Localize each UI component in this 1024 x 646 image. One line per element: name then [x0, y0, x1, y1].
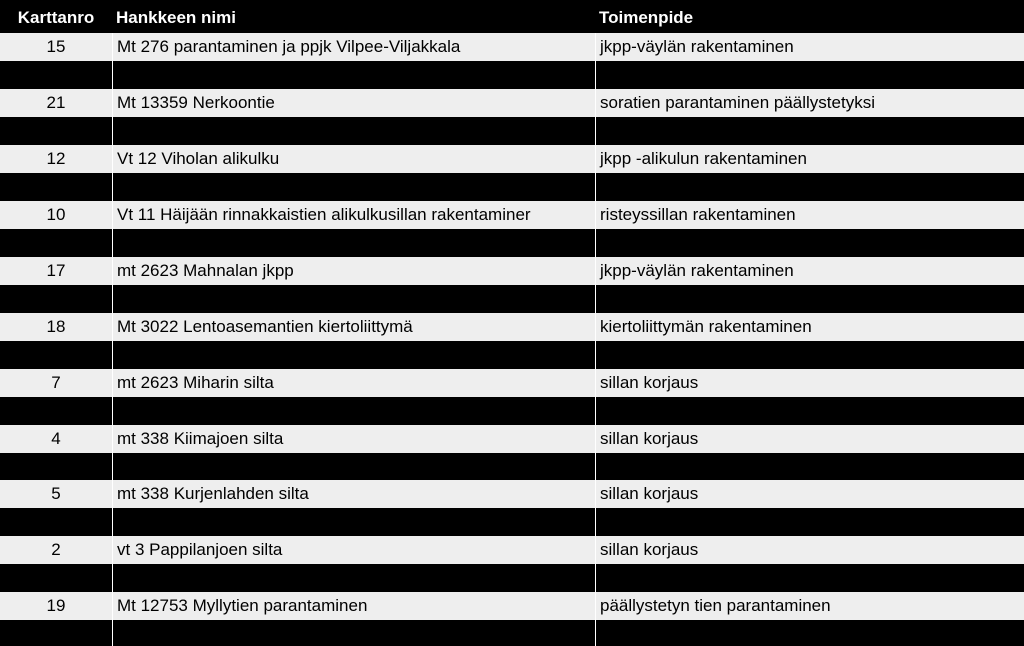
cell-toimenpide: jkpp -alikulun rakentaminen [595, 145, 1024, 173]
cell-karttanro: 7 [51, 373, 61, 392]
cell-karttanro: 21 [46, 93, 66, 112]
table-spacer-row [0, 173, 1024, 201]
cell-hankkeen-nimi: mt 338 Kurjenlahden silta [112, 480, 594, 508]
spacer-divider [112, 61, 594, 89]
cell-karttanro: 17 [46, 261, 66, 280]
cell-karttanro: 19 [46, 596, 66, 615]
table-row [0, 425, 1024, 453]
spacer-divider [595, 508, 1024, 536]
table-row [0, 369, 1024, 397]
table-row [0, 480, 1024, 508]
spacer-divider [112, 453, 594, 481]
spacer-divider [595, 173, 1024, 201]
cell-karttanro: 10 [46, 205, 66, 224]
spacer-divider [595, 453, 1024, 481]
spacer-divider [112, 564, 594, 592]
table-header [0, 4, 1024, 32]
cell-toimenpide: jkpp-väylän rakentaminen [595, 33, 1024, 61]
table-row [0, 145, 1024, 173]
cell-hankkeen-nimi: Vt 11 Häijään rinnakkaistien alikulkusillan rakentaminer [112, 201, 594, 229]
header-karttanro: Karttanro [17, 8, 95, 27]
cell-toimenpide: päällystetyn tien parantaminen [595, 592, 1024, 620]
cell-hankkeen-nimi: Mt 276 parantaminen ja ppjk Vilpee-Viljakkala [112, 33, 594, 61]
cell-toimenpide: sillan korjaus [595, 480, 1024, 508]
cell-toimenpide: kiertoliittymän rakentaminen [595, 313, 1024, 341]
cell-toimenpide: sillan korjaus [595, 369, 1024, 397]
spacer-divider [112, 397, 594, 425]
cell-hankkeen-nimi: mt 338 Kiimajoen silta [112, 425, 594, 453]
cell-hankkeen-nimi: mt 2623 Mahnalan jkpp [112, 257, 594, 285]
table-spacer-row [0, 564, 1024, 592]
spacer-divider [112, 173, 594, 201]
cell-karttanro: 18 [46, 317, 66, 336]
table-spacer-row [0, 341, 1024, 369]
cell-toimenpide: jkpp-väylän rakentaminen [595, 257, 1024, 285]
table-row [0, 201, 1024, 229]
spacer-divider [595, 564, 1024, 592]
spacer-divider [595, 341, 1024, 369]
cell-toimenpide: soratien parantaminen päällystetyksi [595, 89, 1024, 117]
spacer-divider [595, 285, 1024, 313]
table-row [0, 89, 1024, 117]
cell-karttanro: 4 [51, 429, 61, 448]
spacer-divider [112, 341, 594, 369]
table-row [0, 33, 1024, 61]
table-row [0, 592, 1024, 620]
spacer-divider [112, 285, 594, 313]
cell-toimenpide: sillan korjaus [595, 536, 1024, 564]
table-row [0, 313, 1024, 341]
table-spacer-row [0, 618, 1024, 646]
spacer-divider [595, 117, 1024, 145]
cell-hankkeen-nimi: vt 3 Pappilanjoen silta [112, 536, 594, 564]
cell-hankkeen-nimi: mt 2623 Miharin silta [112, 369, 594, 397]
cell-karttanro: 2 [51, 540, 61, 559]
cell-hankkeen-nimi: Mt 13359 Nerkoontie [112, 89, 594, 117]
spacer-divider [595, 61, 1024, 89]
table-row [0, 536, 1024, 564]
table-spacer-row [0, 508, 1024, 536]
spacer-divider [112, 229, 594, 257]
spacer-divider [112, 508, 594, 536]
cell-karttanro: 5 [51, 484, 61, 503]
table-spacer-row [0, 285, 1024, 313]
table-spacer-row [0, 117, 1024, 145]
cell-toimenpide: risteyssillan rakentaminen [595, 201, 1024, 229]
spacer-divider [112, 117, 594, 145]
table-spacer-row [0, 397, 1024, 425]
spacer-divider [595, 397, 1024, 425]
table-spacer-row [0, 453, 1024, 481]
header-hankkeen-nimi: Hankkeen nimi [116, 8, 236, 27]
cell-hankkeen-nimi: Vt 12 Viholan alikulku [112, 145, 594, 173]
cell-hankkeen-nimi: Mt 12753 Myllytien parantaminen [112, 592, 594, 620]
cell-karttanro: 15 [46, 37, 66, 56]
table-spacer-row [0, 229, 1024, 257]
spacer-divider [595, 229, 1024, 257]
header-toimenpide: Toimenpide [599, 8, 694, 27]
table-row [0, 257, 1024, 285]
spacer-divider [595, 618, 1024, 646]
spacer-divider [112, 618, 594, 646]
cell-toimenpide: sillan korjaus [595, 425, 1024, 453]
table-spacer-row [0, 61, 1024, 89]
cell-hankkeen-nimi: Mt 3022 Lentoasemantien kiertoliittymä [112, 313, 594, 341]
cell-karttanro: 12 [46, 149, 66, 168]
